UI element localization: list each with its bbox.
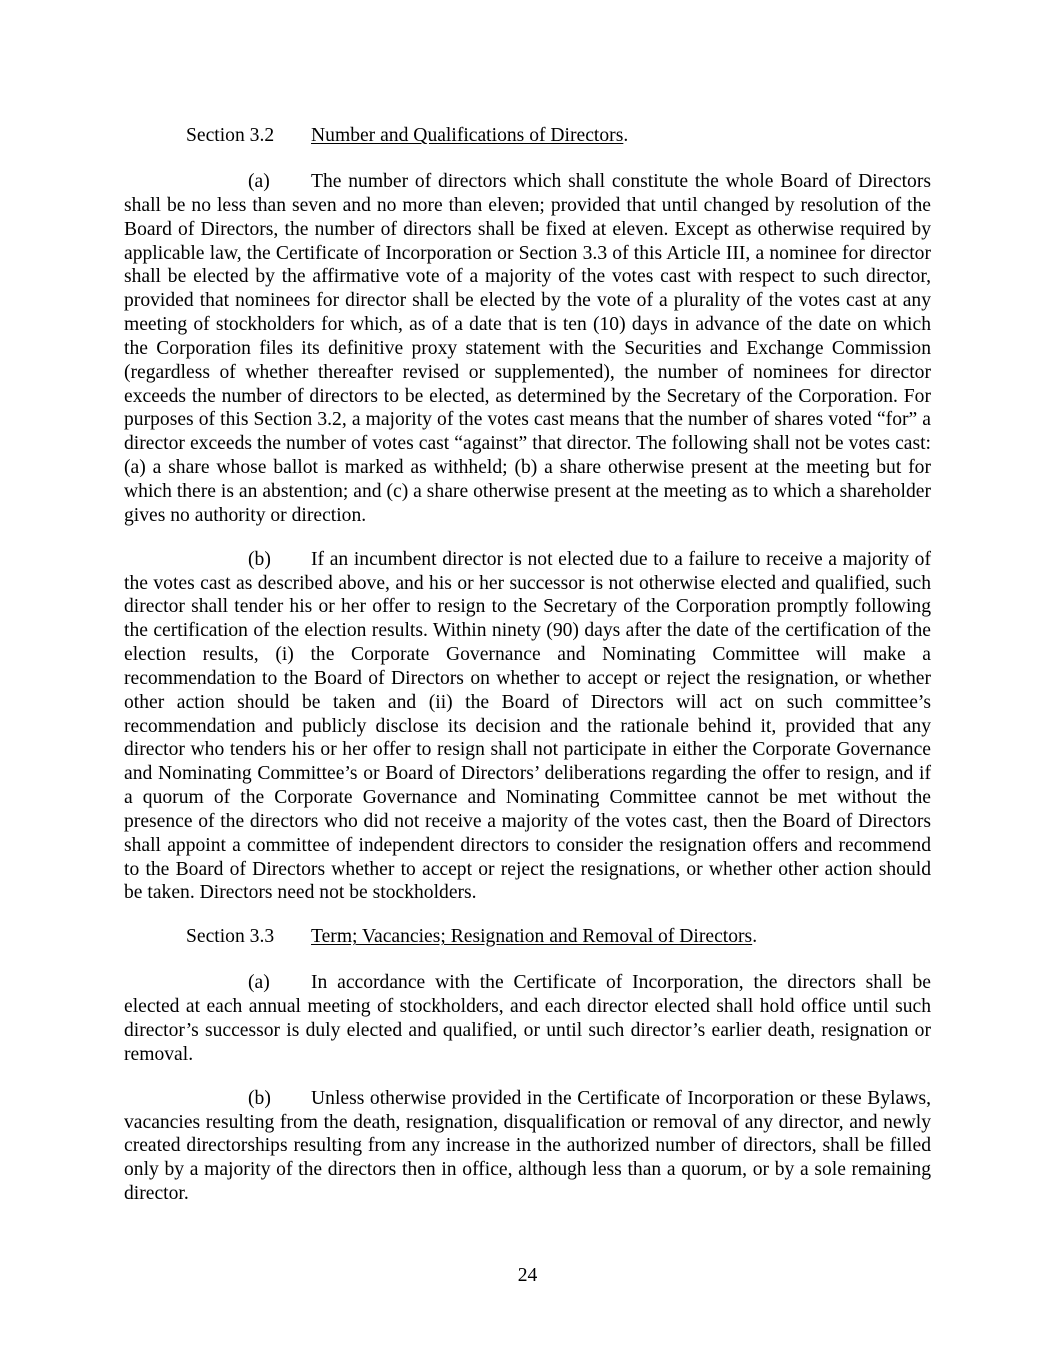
section-title-period: . <box>623 125 629 146</box>
document-page <box>124 124 931 1226</box>
section-3-2-heading <box>124 124 931 148</box>
section-3-3-heading <box>124 925 931 949</box>
paragraph-text: If an incumbent director is not elected due to a failure to receive a majority of the votes cast as described above, and his or her successor is not otherwise elected and qualified, such director shall tender his or her offer to resign to the Secretary of the Corporation promptly following the certification of the election results. Within ninety (90) days after the date of the certification of the election results, (i) the Corporate Governance and Nominating Committee will make a recommendation to the Board of Directors on whether to accept or reject the resignation, or whether other action should be taken and (ii) the Board of Directors will act on such committee’s recommendation and publicly disclose its decision and the rationale behind it, provided that any director who tenders his or her offer to resign shall not participate in either the Corporate Governance and Nominating Committee’s or Board of Directors’ deliberations regarding the offer to resign, and if a quorum of the Corporate Governance and Nominating Committee cannot be met without the presence of the directors who did not receive a majority of the votes cast, then the Board of Directors shall appoint a committee of independent directors to consider the resignation offers and recommend to the Board of Directors whether to accept or reject the resignations, or whether other action should be taken. Directors need not be stockholders. <box>124 548 931 904</box>
section-title: Term; Vacancies; Resignation and Removal of Directors <box>311 926 753 948</box>
section-3-2-paragraph-a <box>124 170 931 528</box>
section-3-3-paragraph-a <box>124 971 931 1066</box>
paragraph-text: The number of directors which shall constitute the whole Board of Directors shall be no less than seven and no more than eleven; provided that until changed by resolution of the Board of Directors, the number of directors shall be fixed at eleven. Except as otherwise required by applicable law, the Certificate of Incorporation or Section 3.3 of this Article III, a nominee for director shall be elected by the affirmative vote of a majority of the votes cast with respect to such director, provided that nominees for director shall be elected by the vote of a plurality of the votes cast at any meeting of stockholders for which, as of a date that is ten (10) days in advance of the date on which the Corporation files its definitive proxy statement with the Securities and Exchange Commission (regardless of whether thereafter revised or supplemented), the number of nominees for director exceeds the number of directors to be elected, as determined by the Secretary of the Corporation. For purposes of this Section 3.2, a majority of the votes cast means that the number of shares voted “for” a director exceeds the number of votes cast “against” that director. The following shall not be votes cast: (a) a share whose ballot is marked as withheld; (b) a share otherwise present at the meeting but for which there is an abstention; and (c) a share otherwise present at the meeting as to which a shareholder gives no authority or direction. <box>124 171 931 526</box>
section-3-2-paragraph-b <box>124 548 931 906</box>
paragraph-label: (a) <box>248 972 270 994</box>
section-3-3-paragraph-b <box>124 1087 931 1206</box>
section-title-period: . <box>752 926 758 948</box>
page-number: 24 <box>517 1265 538 1286</box>
paragraph-text: Unless otherwise provided in the Certificate of Incorporation or these Bylaws, vacancies resulting from the death, resignation, disqualification or removal of any director, and newly created directorships resulting from any increase in the authorized number of directors, shall be filled only by a majority of the directors then in office, although less than a quorum, or by a sole remaining director. <box>124 1087 931 1205</box>
section-number: Section 3.2 <box>186 125 275 146</box>
section-number: Section 3.3 <box>186 926 275 948</box>
paragraph-label: (a) <box>248 171 270 192</box>
paragraph-label: (b) <box>248 1087 271 1109</box>
paragraph-text: In accordance with the Certificate of Incorporation, the directors shall be elected at each annual meeting of stockholders, and each director elected shall hold office until such director’s successor is duly elected and qualified, or until such director’s earlier death, resignation or removal. <box>124 972 931 1065</box>
section-title: Number and Qualifications of Directors <box>311 125 624 146</box>
paragraph-label: (b) <box>248 548 271 570</box>
